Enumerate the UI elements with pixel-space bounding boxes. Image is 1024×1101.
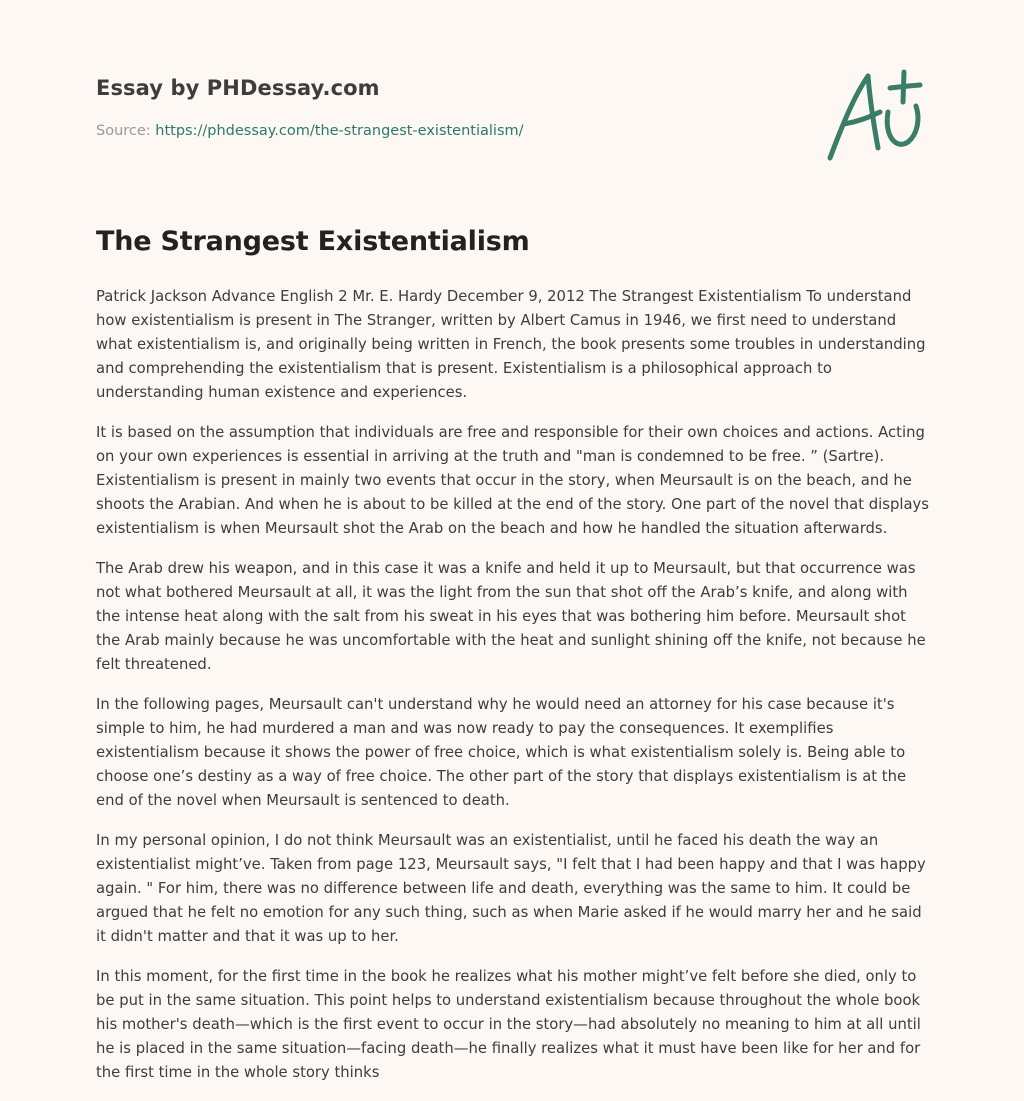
source-link[interactable]: https://phdessay.com/the-strangest-existentialism/	[155, 123, 524, 139]
essay-title: The Strangest Existentialism	[96, 226, 530, 257]
source-label: Source:	[96, 123, 151, 139]
site-brand: Essay by PHDessay.com	[96, 76, 380, 100]
essay-paragraph: Patrick Jackson Advance English 2 Mr. E. Hardy December 9, 2012 The Strangest Existentialism To understand how existentialism is present in The Stranger, written by Albert Camus in 1946, we first need to understand what existentialism is, and originally being written in French, the book presents some troubles in understanding and comprehending the existentialism that is present. Existentialism is a philosophical approach to understanding human existence and experiences.	[96, 288, 926, 401]
essay-paragraph: In this moment, for the first time in the book he realizes what his mother might’ve felt before she died, only to be put in the same situation. This point helps to understand existentialism because throughout the whole book his mother's death—which is the first event to occur in the story—had absolutely no meaning to him at all until he is placed in the same situation—facing death—he finally realizes what it must have been like for her and for the first time in the whole story thinks	[96, 968, 921, 1081]
essay-paragraph: In my personal opinion, I do not think Meursault was an existentialist, until he faced his death the way an existentialist might’ve. Taken from page 123, Meursault says, "I felt that I had been happy and that I was happy again. " For him, there was no difference between life and death, everything was the same to him. It could be argued that he felt no emotion for any such thing, such as when Marie asked if he would marry her and he said it didn't matter and that it was up to her.	[96, 832, 926, 945]
essay-paragraph: It is based on the assumption that individuals are free and responsible for their own choices and actions. Acting on your own experiences is essential in arriving at the truth and "man is condemned to be free. ” (Sartre). Existentialism is present in mainly two events that occur in the story, when Meursault is on the beach, and he shoots the Arabian. And when he is about to be killed at the end of the story. One part of the novel that displays existentialism is when Meursault shot the Arab on the beach and how he handled the situation afterwards.	[96, 424, 929, 537]
source-line	[96, 123, 936, 139]
a-plus-grade-icon	[820, 66, 928, 166]
essay-paragraph: The Arab drew his weapon, and in this case it was a knife and held it up to Meursault, but that occurrence was not what bothered Meursault at all, it was the light from the sun that shot off the Arab’s knife, and along with the intense heat along with the salt from his sweat in his eyes that was bothering him before. Meursault shot the Arab mainly because he was uncomfortable with the heat and sunlight shining off the knife, not because he felt threatened.	[96, 560, 926, 673]
essay-paragraph: In the following pages, Meursault can't understand why he would need an attorney for his case because it's simple to him, he had murdered a man and was now ready to pay the consequences. It exemplifies existentialism because it shows the power of free choice, which is what existentialism solely is. Being able to choose one’s destiny as a way of free choice. The other part of the story that displays existentialism is at the end of the novel when Meursault is sentenced to death.	[96, 696, 907, 809]
essay-body	[96, 285, 930, 1101]
header	[96, 76, 936, 139]
